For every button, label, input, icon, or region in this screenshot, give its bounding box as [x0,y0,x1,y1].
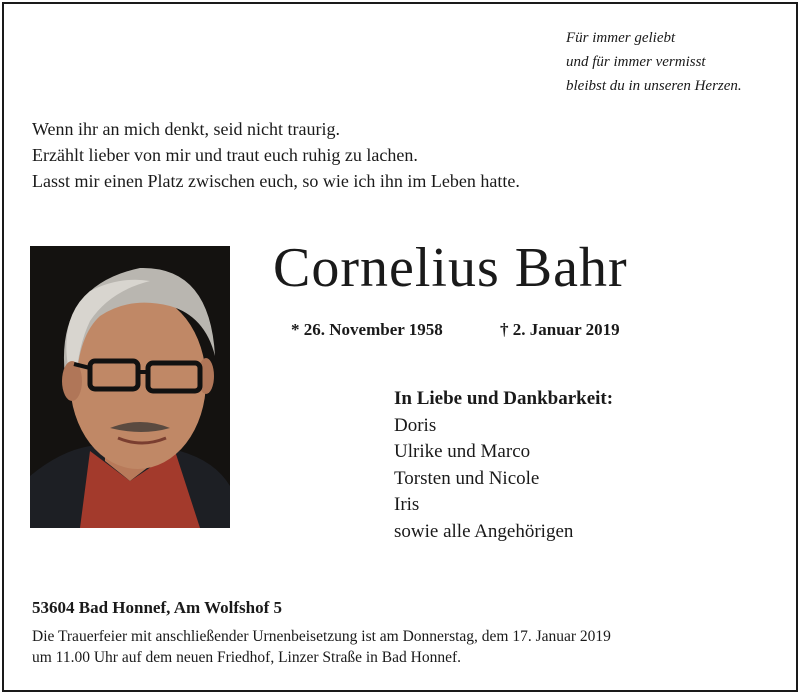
mourners-block [394,386,613,545]
mourner-name: Doris [394,414,437,436]
motto-line: bleibst du in unseren Herzen. [566,78,742,94]
address: 53604 Bad Honnef, Am Wolfshof 5 [32,598,283,617]
mourners-heading: In Liebe und Dankbarkeit: [394,388,614,409]
motto-line: Für immer geliebt [566,30,676,46]
poem-line: Lasst mir einen Platz zwischen euch, so wie ich ihn im Leben hatte. [32,171,520,191]
poem-block [32,116,520,194]
portrait-illustration [30,246,230,528]
service-line: um 11.00 Uhr auf dem neuen Friedhof, Linzer Straße in Bad Honnef. [32,649,462,666]
portrait-photo [30,246,230,528]
service-info [32,626,611,668]
death-date: † 2. Januar 2019 [500,320,620,339]
mourner-name: Torsten und Nicole [394,467,540,489]
birth-date: * 26. November 1958 [291,320,443,339]
mourner-name: Iris [394,494,420,515]
motto-line: und für immer vermisst [566,54,706,70]
poem-line: Erzählt lieber von mir und traut euch ruhig zu lachen. [32,145,418,165]
poem-line: Wenn ihr an mich denkt, seid nicht traurig. [32,119,340,139]
motto-block [566,26,742,98]
service-line: Die Trauerfeier mit anschließender Urnenbeisetzung ist am Donnerstag, dem 17. Januar 2019 [32,628,611,645]
mourner-name: sowie alle Angehörigen [394,520,574,542]
deceased-name: Cornelius Bahr [273,237,628,299]
mourner-name: Ulrike und Marco [394,441,531,462]
